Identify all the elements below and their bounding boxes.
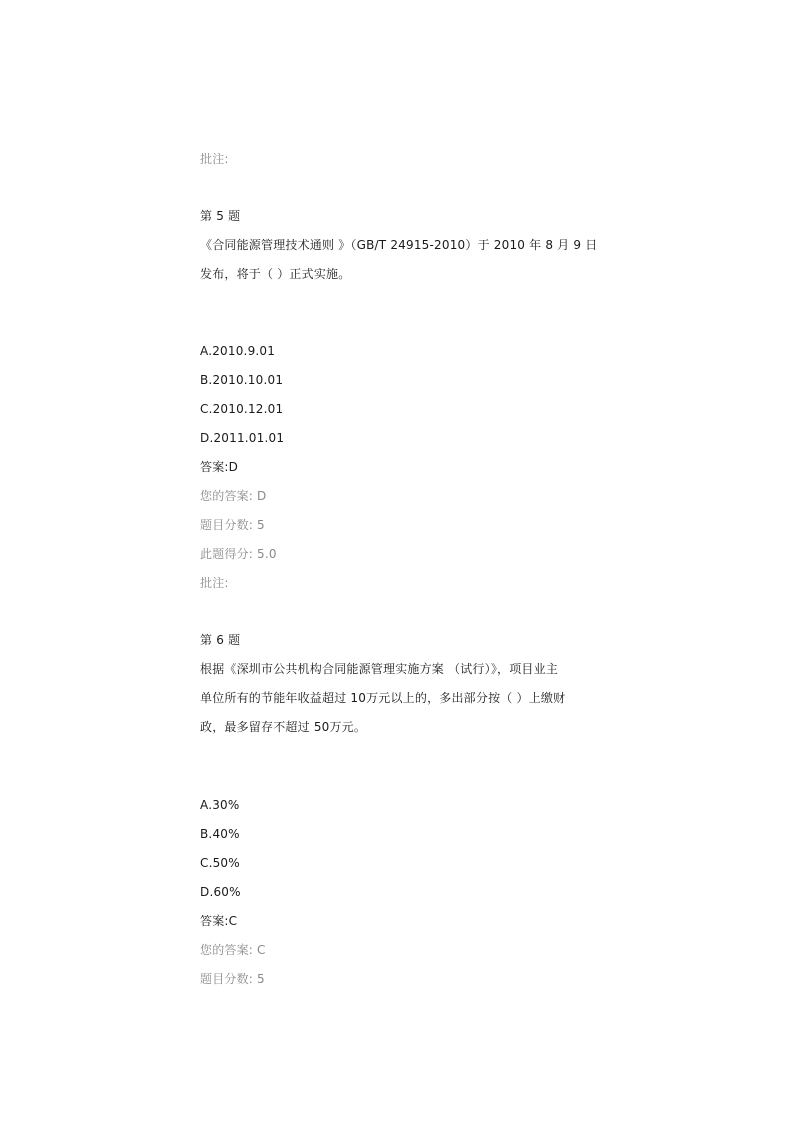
- q5-comment-label: 批注:: [200, 576, 229, 590]
- q5-option-c: C.2010.12.01: [200, 402, 284, 416]
- q5-answer: 答案:D: [200, 460, 239, 474]
- q6-option-d: D.60%: [200, 885, 241, 899]
- q6-score: 题目分数: 5: [200, 972, 265, 986]
- q5-earned: 此题得分: 5.0: [200, 547, 277, 561]
- q6-option-c: C.50%: [200, 856, 240, 870]
- q5-question-line-2: 发布，将于（ ）正式实施。: [200, 267, 351, 281]
- q6-question-line-2: 单位所有的节能年收益超过 10万元以上的，多出部分按（ ）上缴财: [200, 691, 566, 705]
- q4-comment-label: 批注:: [200, 152, 229, 166]
- q6-heading: 第 6 题: [200, 633, 241, 647]
- q6-your-answer: 您的答案: C: [200, 943, 266, 957]
- q6-question-line-1: 根据《深圳市公共机构合同能源管理实施方案 （试行）》，项目业主: [200, 662, 559, 676]
- q5-heading: 第 5 题: [200, 209, 241, 223]
- q5-question-line-1: 《合同能源管理技术通则 》（GB/T 24915-2010）于 2010 年 8 月 9 日: [200, 238, 598, 252]
- q6-answer: 答案:C: [200, 914, 238, 928]
- q5-option-a: A.2010.9.01: [200, 344, 276, 358]
- q6-option-b: B.40%: [200, 827, 240, 841]
- q5-option-d: D.2011.01.01: [200, 431, 285, 445]
- q6-option-a: A.30%: [200, 798, 240, 812]
- q5-your-answer: 您的答案: D: [200, 489, 267, 503]
- q5-score: 题目分数: 5: [200, 518, 265, 532]
- q6-question-line-3: 政，最多留存不超过 50万元。: [200, 720, 367, 734]
- q5-option-b: B.2010.10.01: [200, 373, 284, 387]
